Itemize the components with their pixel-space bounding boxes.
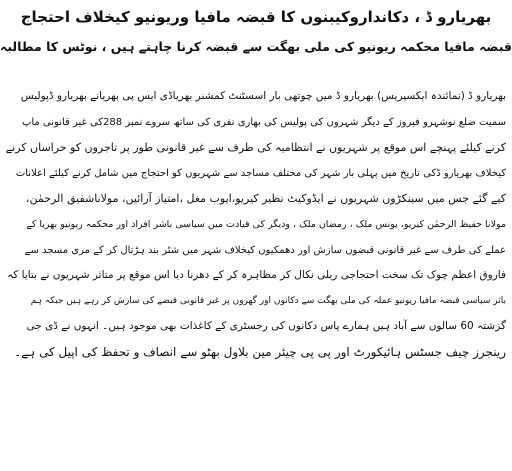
body-line: سمیت ضلع نوشہرو فیروز کے دیگر شہروں کی پولیس کی بھاری نفری کی ساتھ سروے نمبر 288کی غیر قانونی ماپ [21, 116, 506, 128]
body-line: کیخلاف بھریارو ڈکی تاریخ میں پہلی بار شہر کی مختلف مساجد سے شہریوں کو احتجاج میں شامل کرنے کیلئے اعلانات [15, 167, 506, 179]
body-line: عملے کی طرف سے غیر قانونی قبضوں سازش اور دھمکیوں کیخلاف شہر میں شٹر بند ہڑتال کر کے مری مسجد سے [24, 244, 506, 256]
body-line: کیے گئے جس میں سینکڑوں شہریوں نے ایڈوکیٹ نظیر کیریو،ایوب مغل ،امتیاز آرائیں، مولاناشفیق الرحمٰن، [25, 192, 506, 206]
body-line: مولانا حفیظ الرحمٰن کیریو، یونس ملک ، رمضان ملک ، ودیگر کی قیادت میں سیاسی باشر افراد اور محکمہ ریونیو بھریا کے [26, 218, 506, 230]
headline-primary: بھریارو ڈ ، دکانداروکیبنوں کا قبضہ مافیا وریونیو کیخلاف احتجاج [20, 8, 492, 26]
article-body [6, 84, 506, 366]
headline-secondary: قبضہ مافیا محکمہ ریونیو کی ملی بھگت سے قبضہ کرنا چاہتے ہیں ، نوٹس کا مطالبہ [0, 39, 512, 54]
body-line: فاروق اعظم چوک تک سخت احتجاجی ریلی نکال کر مظاہرہ کر کے دھرنا دیا اس موقع پر متاثر شہریوں نے بتایا کہ [7, 269, 506, 282]
body-line: بھریارو ڈ (نمائندہ ایکسپریس) بھریارو ڈ میں چوتھی بار اسسٹنٹ کمشنر بھریاڈی ایس پی بھریانے بھریارو ڈپولیس [20, 90, 506, 102]
body-line: کرنے کیلئے پہنچے اس موقع پر شہریوں نے انتظامیہ کی طرف سے غیر قانونی طور پر تاجروں کو حراساں کرنے [6, 141, 506, 155]
body-line: باثر سیاسی قبضہ مافیا ریونیو عملہ کی ملی بھگت سے دکانوں اور گھروں پر غیر قانونی قبضے کی سازش کر رہے ہیں جبکہ ہم [30, 295, 506, 306]
body-line: گزشتہ 60 سالوں سے آباد ہیں ہمارے پاس دکانوں کی رجسٹری کے کاغذات بھی موجود ہیں۔ انہوں نے ڈی جی [26, 320, 506, 333]
body-line: رینجرز چیف جسٹس ہائیکورٹ اور پی پی چیئر مین بلاول بھٹو سے انصاف و تحفظ کی اپیل کی ہے۔ [14, 344, 506, 359]
